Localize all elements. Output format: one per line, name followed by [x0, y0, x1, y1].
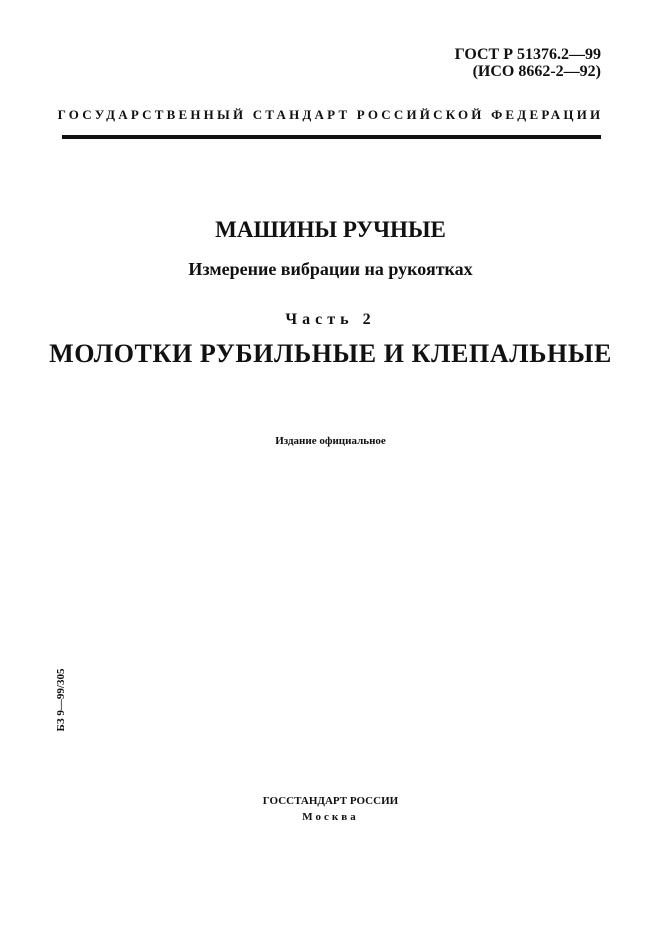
- edition-note: Издание официальное: [275, 435, 386, 447]
- side-code: БЗ 9—99/305: [55, 668, 67, 732]
- part-label: Часть 2: [285, 311, 376, 328]
- state-standard-heading: ГОСУДАРСТВЕННЫЙ СТАНДАРТ РОССИЙСКОЙ ФЕДЕРАЦИИ: [57, 107, 604, 122]
- publication-city: Москва: [302, 811, 359, 823]
- document-title: МАШИНЫ РУЧНЫЕ: [215, 217, 446, 242]
- publisher: ГОССТАНДАРТ РОССИИ: [262, 795, 399, 807]
- part-title: МОЛОТКИ РУБИЛЬНЫЕ И КЛЕПАЛЬНЫЕ: [49, 339, 612, 368]
- iso-number: (ИСО 8662-2—92): [472, 63, 601, 80]
- standard-designation: [455, 46, 601, 80]
- standard-number: ГОСТ Р 51376.2—99: [454, 46, 601, 63]
- heading-divider: [62, 135, 601, 139]
- document-subtitle: Измерение вибрации на рукоятках: [188, 259, 473, 279]
